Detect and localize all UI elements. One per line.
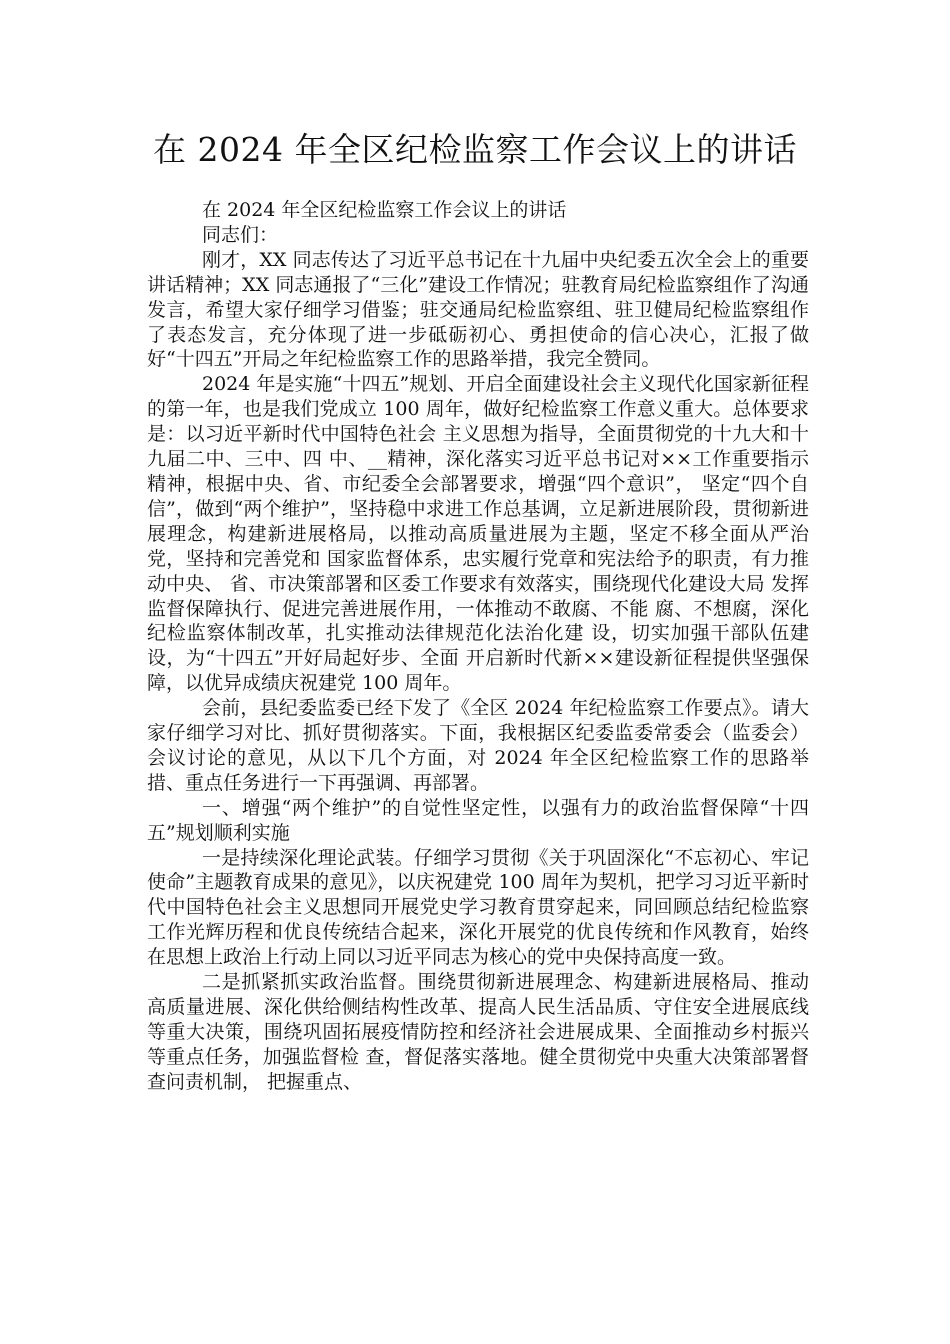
section-heading-one: 一、增强“两个维护”的自觉性坚定性，以强有力的政治监督保障“十四五”规划顺利实施 <box>147 796 809 844</box>
document-body <box>147 198 809 1095</box>
paragraph-political-supervision: 二是抓紧抓实政治监督。围绕贯彻新进展理念、构建新进展格局、推动高质量进展、深化供给侧结构性改革、提高人民生活品质、守住安全进展底线等重大决策，围绕巩固拓展疫情防控和经济社会进展成果、全面推动乡村振兴等重点任务，加强监督检 查，督促落实落地。健全贯彻党中央重大决策部署督查问责机制， 把握重点、 <box>147 971 809 1093</box>
paragraph-theory-armament: 一是持续深化理论武装。仔细学习贯彻《关于巩固深化“不忘初心、牢记使命”主题教育成果的意见》，以庆祝建党 100 周年为契机，把学习习近平新时代中国特色社会主义思想同开展党史学习教育贯穿起来，同回顾总结纪检监察工作光辉历程和优良传统结合起来，深化开展党的优良传统和作风教育，始终在思想上政治上行动上同以习近平同志为核心的党中央保持高度一致。 <box>147 846 809 969</box>
salutation: 同志们： <box>202 223 279 246</box>
paragraph-general-requirements: 2024 年是实施“十四五”规划、开启全面建设社会主义现代化国家新征程的第一年，也是我们党成立 100 周年，做好纪检监察工作意义重大。总体要求是：以习近平新时代中国特色社会 主义思想为指导，全面贯彻党的十九大和十九届二中、三中、四 中、__精神，深化落实习近平总书记对××工作重要指示精神，根据中央、省、市纪委全会部署要求，增强“四个意识”， 坚定“四个自信”，做到“两个维护”，坚持稳中求进工作总基调，立足新进展阶段，贯彻新进展理念，构建新进展格局，以推动高质量进展为主题，坚定不移全面从严治党，坚持和完善党和 国家监督体系，忠实履行党章和宪法给予的职责，有力推动中央、 省、市决策部署和区委工作要求有效落实，围绕现代化建设大局 发挥监督保障执行、促进完善进展作用，一体推动不敢腐、不能 腐、不想腐，深化纪检监察体制改革，扎实推动法律规范化法治化建 设，切实加强干部队伍建设，为“十四五”开好局起好步、全面 开启新时代新××建设新征程提供坚强保障，以优异成绩庆祝建党 100 周年。 <box>147 373 809 695</box>
paragraph-work-points: 会前，县纪委监委已经下发了《全区 2024 年纪检监察工作要点》。请大家仔细学习对比、抓好贯彻落实。下面，我根据区纪委监委常委会（监委会）会议讨论的意见，从以下几个方面，对 2024 年全区纪检监察工作的思路举措、重点任务进行一下再强调、再部署。 <box>147 697 809 794</box>
paragraph-opening-remarks: 刚才，XX 同志传达了习近平总书记在十九届中央纪委五次全会上的重要讲话精神；XX 同志通报了“三化”建设工作情况；驻教育局纪检监察组作了沟通发言，希望大家仔细学习借鉴；驻交通局纪检监察组、驻卫健局纪检监察组作了表态发言，充分体现了进一步砥砺初心、勇担使命的信心决心，汇报了做好“十四五”开局之年纪检监察工作的思路举措，我完全赞同。 <box>147 248 809 371</box>
document-subtitle: 在 2024 年全区纪检监察工作会议上的讲话 <box>202 199 567 221</box>
document-title: 在 2024 年全区纪检监察工作会议上的讲话 <box>153 130 797 169</box>
